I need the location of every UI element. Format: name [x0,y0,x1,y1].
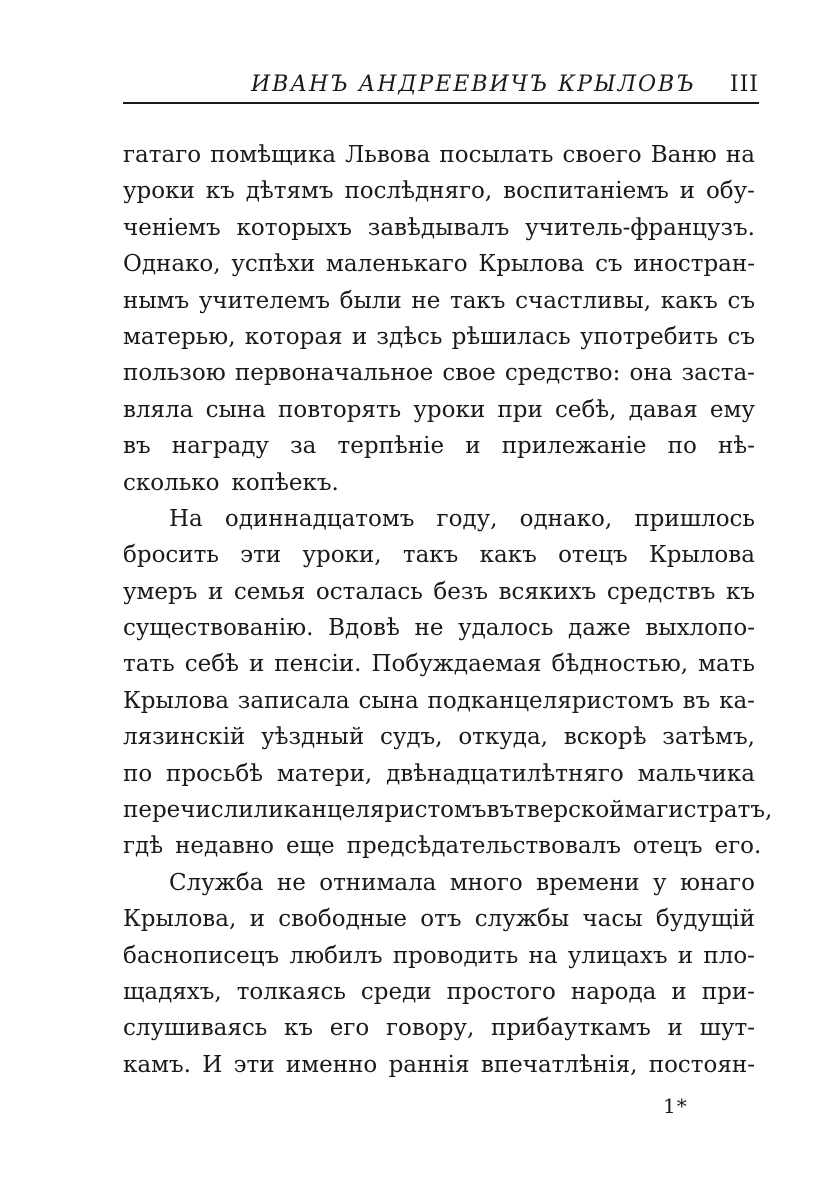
text-line: перечислили канцеляристомъ въ тверской магистратъ, [123,797,773,824]
text-line: пользою первоначальное свое средство: она заста- [123,360,755,387]
text-line: Однако, успѣхи маленькаго Крылова съ иностран- [123,251,755,278]
text-line: вляла сына повторять уроки при себѣ, давая ему [123,396,755,423]
running-title: ИВАНЪ АНДРЕЕВИЧЪ КРЫЛОВЪ [251,72,696,97]
text-line: Крылова записала сына подканцеляристомъ въ ка- [123,687,755,714]
text-line: щадяхъ, толкаясь среди простого народа и при- [123,978,755,1005]
text-line: бросить эти уроки, такъ какъ отецъ Крылова [123,542,755,569]
header-rule [123,102,759,104]
signature-mark: 1* [663,1094,688,1118]
text-line: сколько копѣекъ. [123,469,339,496]
text-line: умеръ и семья осталась безъ всякихъ средствъ къ [123,578,755,605]
text-line: На одиннадцатомъ году, однако, пришлось [169,505,755,532]
text-line: уроки къ дѣтямъ послѣдняго, воспитаніемъ и обу- [123,178,755,205]
text-line: тать себѣ и пенсіи. Побуждаемая бѣдностью, мать [123,651,755,678]
text-line: баснописецъ любилъ проводить на улицахъ и пло- [123,942,755,969]
text-line: въ награду за терпѣніе и прилежаніе по нѣ- [123,433,755,460]
body-text [123,137,773,1083]
text-line: камъ. И эти именно раннія впечатлѣнія, постоян- [123,1051,755,1078]
text-line: нымъ учителемъ были не такъ счастливы, какъ съ [123,287,755,314]
text-line: слушиваясь къ его говору, прибауткамъ и шут- [123,1015,755,1042]
running-header [123,64,759,104]
text-line: существованію. Вдовѣ не удалось даже выхлопо- [123,615,755,642]
text-line: лязинскій уѣздный судъ, откуда, вскорѣ затѣмъ, [123,724,755,751]
page-number: III [729,72,759,97]
text-line: матерью, которая и здѣсь рѣшилась употребить съ [123,323,755,350]
text-line: гатаго помѣщика Львова посылать своего Ваню на [123,142,755,168]
text-line: Крылова, и свободные отъ службы часы будущій [123,906,755,933]
text-line: ченіемъ которыхъ завѣдывалъ учитель-французъ. [123,214,755,241]
text-line: Служба не отнимала много времени у юнаго [169,869,755,896]
text-line: гдѣ недавно еще предсѣдательствовалъ отецъ его. [123,833,762,860]
text-line: по просьбѣ матери, двѣнадцатилѣтняго мальчика [123,760,755,787]
